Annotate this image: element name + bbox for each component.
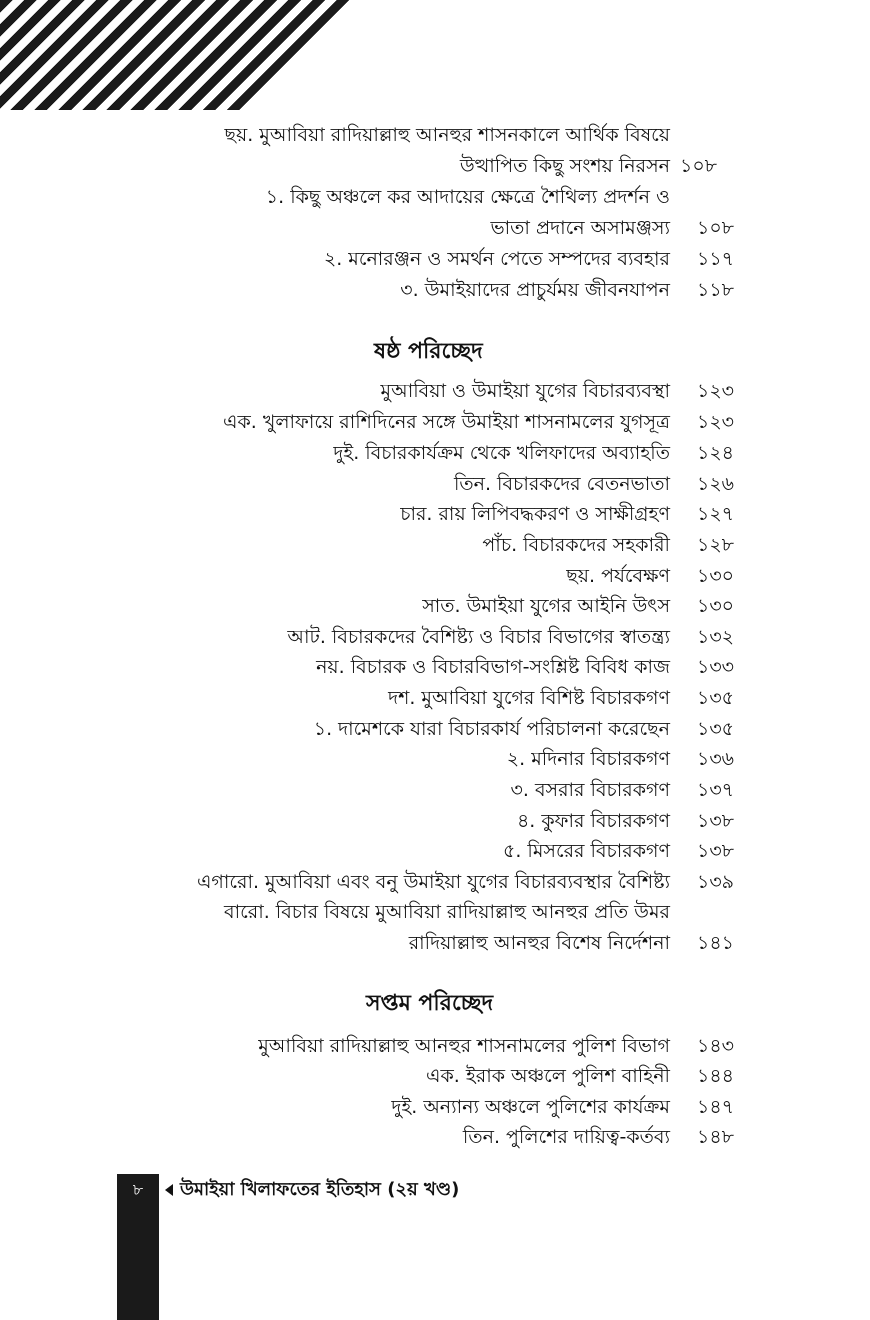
- book-title: উমাইয়া খিলাফতের ইতিহাস (২য় খণ্ড): [180, 1179, 460, 1200]
- toc-entry: [0, 469, 870, 499]
- toc-entry-title: ভাতা প্রদানে অসামঞ্জস্য: [490, 217, 670, 239]
- toc-entry: [0, 775, 870, 805]
- toc-entry-page: ১৩৬: [697, 748, 735, 770]
- toc-entry-title: এক. খুলাফায়ে রাশিদিনের সঙ্গে উমাইয়া শাসনামলের যুগসূত্র: [223, 411, 670, 433]
- toc-entry-title: তিন. পুলিশের দায়িত্ব-কর্তব্য: [462, 1126, 670, 1148]
- toc-entry-page: ১৩৯: [697, 871, 735, 893]
- left-arrow-icon: [165, 1184, 173, 1196]
- toc-entry: [0, 836, 870, 866]
- toc-entry-title: আট. বিচারকদের বৈশিষ্ট্য ও বিচার বিভাগের স্বাতন্ত্র্য: [287, 626, 670, 648]
- toc-entry: [0, 928, 870, 958]
- toc-entry: [0, 438, 870, 468]
- toc-entry-title: ১. কিছু অঞ্চলে কর আদায়ের ক্ষেত্রে শৈথিল্য প্রদর্শন ও: [265, 186, 670, 208]
- toc-entry-title: সাত. উমাইয়া যুগের আইনি উৎস: [422, 595, 670, 617]
- toc-entry-page: ১৩০: [697, 595, 735, 617]
- toc-entry: [0, 1122, 870, 1152]
- toc-entry-title: ছয়. মুআবিয়া রাদিয়াল্লাহু আনহুর শাসনকালে আর্থিক বিষয়ে: [224, 124, 670, 146]
- toc-entry-title: দুই. বিচারকার্যক্রম থেকে খলিফাদের অব্যাহতি: [333, 442, 670, 464]
- toc-entry-page: ১২৩: [697, 380, 735, 402]
- toc-entry: [0, 376, 870, 406]
- toc-entry-title: মুআবিয়া ও উমাইয়া যুগের বিচারব্যবস্থা: [380, 380, 670, 402]
- toc-entry-page: ১৪৭: [697, 1096, 735, 1118]
- toc-entry: [0, 151, 870, 181]
- toc-entry-page: ১২৭: [697, 503, 735, 525]
- toc-entry-title: ৩. উমাইয়াদের প্রাচুর্যময় জীবনযাপন: [400, 279, 670, 301]
- toc-entry: [0, 1061, 870, 1091]
- toc-entry-page: ১৪৩: [697, 1035, 735, 1057]
- toc-entry-title: মুআবিয়া রাদিয়াল্লাহু আনহুর শাসনামলের পুলিশ বিভাগ: [258, 1035, 670, 1057]
- page-number: ৮: [132, 1180, 144, 1199]
- toc-entry: [0, 714, 870, 744]
- toc-entry-page: ১৩২: [697, 626, 735, 648]
- toc-entry-page: ১৩৫: [697, 718, 735, 740]
- toc-entry-title: দুই. অন্যান্য অঞ্চলে পুলিশের কার্যক্রম: [391, 1096, 670, 1118]
- toc-entry-title: ১. দামেশকে যারা বিচারকার্য পরিচালনা করেছেন: [313, 718, 670, 740]
- toc-entry-page: ১১৮: [697, 279, 734, 301]
- chapter-heading-text: ষষ্ঠ পরিচ্ছেদ: [374, 339, 483, 364]
- toc-entry-page: ১৩৫: [697, 687, 735, 709]
- toc-entry: [0, 591, 870, 621]
- toc-entry-title: এক. ইরাক অঞ্চলে পুলিশ বাহিনী: [426, 1065, 670, 1087]
- toc-entry-title: ৫. মিসরের বিচারকগণ: [503, 840, 670, 862]
- toc-entry: [0, 499, 870, 529]
- toc-entry-page: ১৩৩: [697, 656, 735, 678]
- toc-entry-title: রাদিয়াল্লাহু আনহুর বিশেষ নির্দেশনা: [408, 932, 670, 954]
- toc-entry-title: নয়. বিচারক ও বিচারবিভাগ-সংশ্লিষ্ট বিবিধ কাজ: [316, 656, 670, 678]
- chapter-heading: [0, 986, 870, 1022]
- toc-entry-title: ৩. বসরার বিচারকগণ: [510, 779, 670, 801]
- toc-entry: [0, 182, 870, 212]
- toc-entry-page: ১৪৮: [697, 1126, 734, 1148]
- toc-entry: [0, 561, 870, 591]
- chapter-heading: [0, 334, 870, 370]
- toc-entry: [0, 407, 870, 437]
- toc-entry-title: চার. রায় লিপিবদ্ধকরণ ও সাক্ষীগ্রহণ: [400, 503, 670, 525]
- toc-entry-title: ৪. কুফার বিচারকগণ: [516, 810, 670, 832]
- toc-entry-title: দশ. মুআবিয়া যুগের বিশিষ্ট বিচারকগণ: [388, 687, 670, 709]
- toc-entry-title: তিন. বিচারকদের বেতনভাতা: [453, 473, 670, 495]
- toc-entry-page: ১৩৮: [697, 840, 735, 862]
- toc-entry: [0, 652, 870, 682]
- toc-entry: [0, 1092, 870, 1122]
- toc-entry-page: ১০৮: [697, 217, 735, 239]
- toc-entry-page: ১৩৮: [697, 810, 735, 832]
- toc-entry-page: ১২৩: [697, 411, 735, 433]
- toc-entry: [0, 213, 870, 243]
- chapter-heading-text: সপ্তম পরিচ্ছেদ: [366, 991, 494, 1016]
- toc-entry-page: ১৪৪: [697, 1065, 734, 1087]
- toc-entry: [0, 120, 870, 150]
- toc-entry-page: ১২৪: [697, 442, 735, 464]
- toc-entry: [0, 897, 870, 927]
- toc-entry-title: পাঁচ. বিচারকদের সহকারী: [482, 534, 670, 556]
- toc-entry: [0, 275, 870, 305]
- toc-entry-title: উত্থাপিত কিছু সংশয় নিরসন: [459, 155, 670, 177]
- toc-entry-page: ১২৬: [697, 473, 735, 495]
- toc-entry: [0, 867, 870, 897]
- toc-entry-title: ২. মনোরঞ্জন ও সমর্থন পেতে সম্পদের ব্যবহার: [323, 248, 670, 270]
- toc-entry-page: ১১৭: [697, 248, 735, 270]
- toc-entry: [0, 1031, 870, 1061]
- toc-entry: [0, 806, 870, 836]
- toc-entry: [0, 622, 870, 652]
- toc-entry-page: ১৪১: [697, 932, 734, 954]
- toc-entry-page: ১০৮: [680, 155, 718, 177]
- toc-entry: [0, 744, 870, 774]
- toc-entry-page: ১২৮: [697, 534, 735, 556]
- toc-entry: [0, 683, 870, 713]
- toc-entry-title: ছয়. পর্যবেক্ষণ: [566, 565, 670, 587]
- toc-entry: [0, 530, 870, 560]
- toc-entry-title: ২. মদিনার বিচারকগণ: [506, 748, 670, 770]
- toc-entry-page: ১৩৭: [697, 779, 735, 801]
- toc-entry-title: বারো. বিচার বিষয়ে মুআবিয়া রাদিয়াল্লাহু আনহুর প্রতি উমর: [224, 901, 670, 923]
- toc-entry-page: ১৩০: [697, 565, 735, 587]
- toc-entry-title: এগারো. মুআবিয়া এবং বনু উমাইয়া যুগের বিচারব্যবস্থার বৈশিষ্ট্য: [196, 871, 670, 893]
- toc-entry: [0, 244, 870, 274]
